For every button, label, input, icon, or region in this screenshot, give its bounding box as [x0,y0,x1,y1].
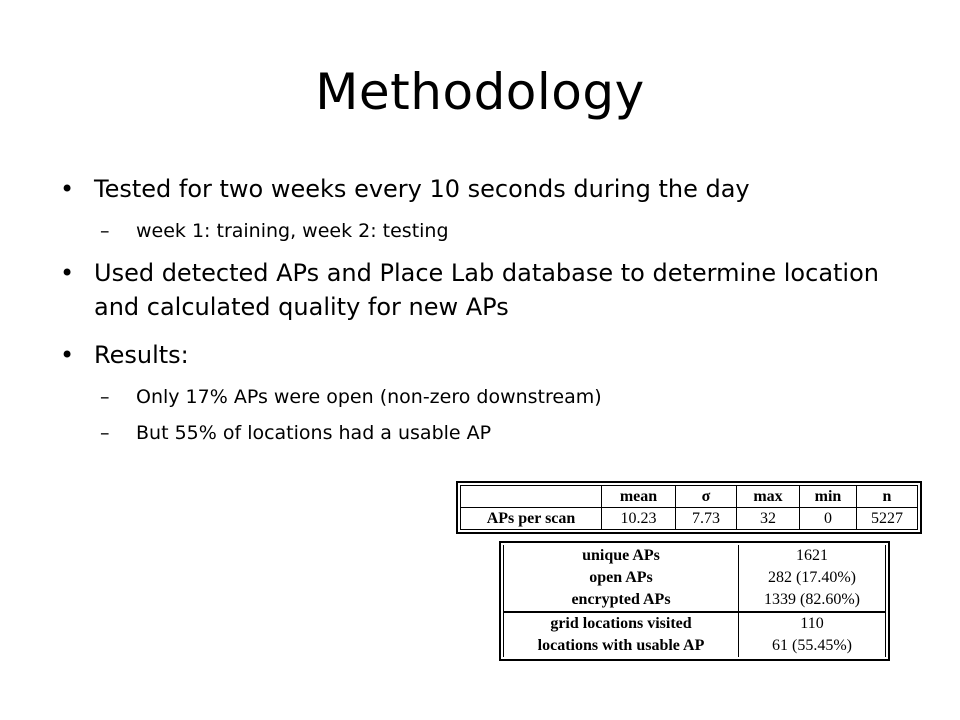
header-empty [461,486,602,508]
sub-bullet-3-2-text: But 55% of locations had a usable AP [136,422,492,444]
header-n: n [857,486,918,508]
header-sigma: σ [676,486,737,508]
bullet-3 [60,338,930,372]
row-label: APs per scan [461,508,602,530]
header-min: min [800,486,857,508]
ap-stats-table [456,481,922,534]
row-label: open APs [504,567,739,589]
row-label: unique APs [504,545,739,567]
table-row [461,508,918,530]
bullet-1 [60,172,930,206]
row-value: 282 (17.40%) [739,567,886,589]
bullet-2 [60,256,930,324]
cell-mean: 10.23 [602,508,676,530]
table-row [504,612,886,635]
ap-summary-table [499,541,890,661]
cell-min: 0 [800,508,857,530]
slide-title: Methodology [315,63,645,121]
header-max: max [737,486,800,508]
cell-n: 5227 [857,508,918,530]
row-label: grid locations visited [504,612,739,635]
table-row [504,567,886,589]
dash-icon: – [100,220,110,242]
bullet-dot-icon: • [60,175,75,203]
row-label: locations with usable AP [504,635,739,657]
table-row [504,635,886,657]
table-row [504,589,886,612]
sub-bullet-3-1 [60,384,930,410]
bullet-dot-icon: • [60,341,75,369]
bullet-3-text: Results: [94,341,189,369]
dash-icon: – [100,386,110,408]
sub-bullet-3-2 [60,420,930,446]
row-value: 61 (55.45%) [739,635,886,657]
bullet-dot-icon: • [60,259,75,287]
sub-bullet-3-1-text: Only 17% APs were open (non-zero downstream) [136,386,602,408]
row-label: encrypted APs [504,589,739,612]
bullet-1-text: Tested for two weeks every 10 seconds during the day [94,175,750,203]
cell-sigma: 7.73 [676,508,737,530]
header-mean: mean [602,486,676,508]
cell-max: 32 [737,508,800,530]
dash-icon: – [100,422,110,444]
table-row [504,545,886,567]
sub-bullet-1-1 [60,218,930,244]
row-value: 1339 (82.60%) [739,589,886,612]
row-value: 1621 [739,545,886,567]
row-value: 110 [739,612,886,635]
sub-bullet-1-1-text: week 1: training, week 2: testing [136,220,449,242]
bullet-list [60,172,930,456]
bullet-2-text: Used detected APs and Place Lab database to determine location and calculated quality for new APs [94,259,879,321]
table-header-row [461,486,918,508]
